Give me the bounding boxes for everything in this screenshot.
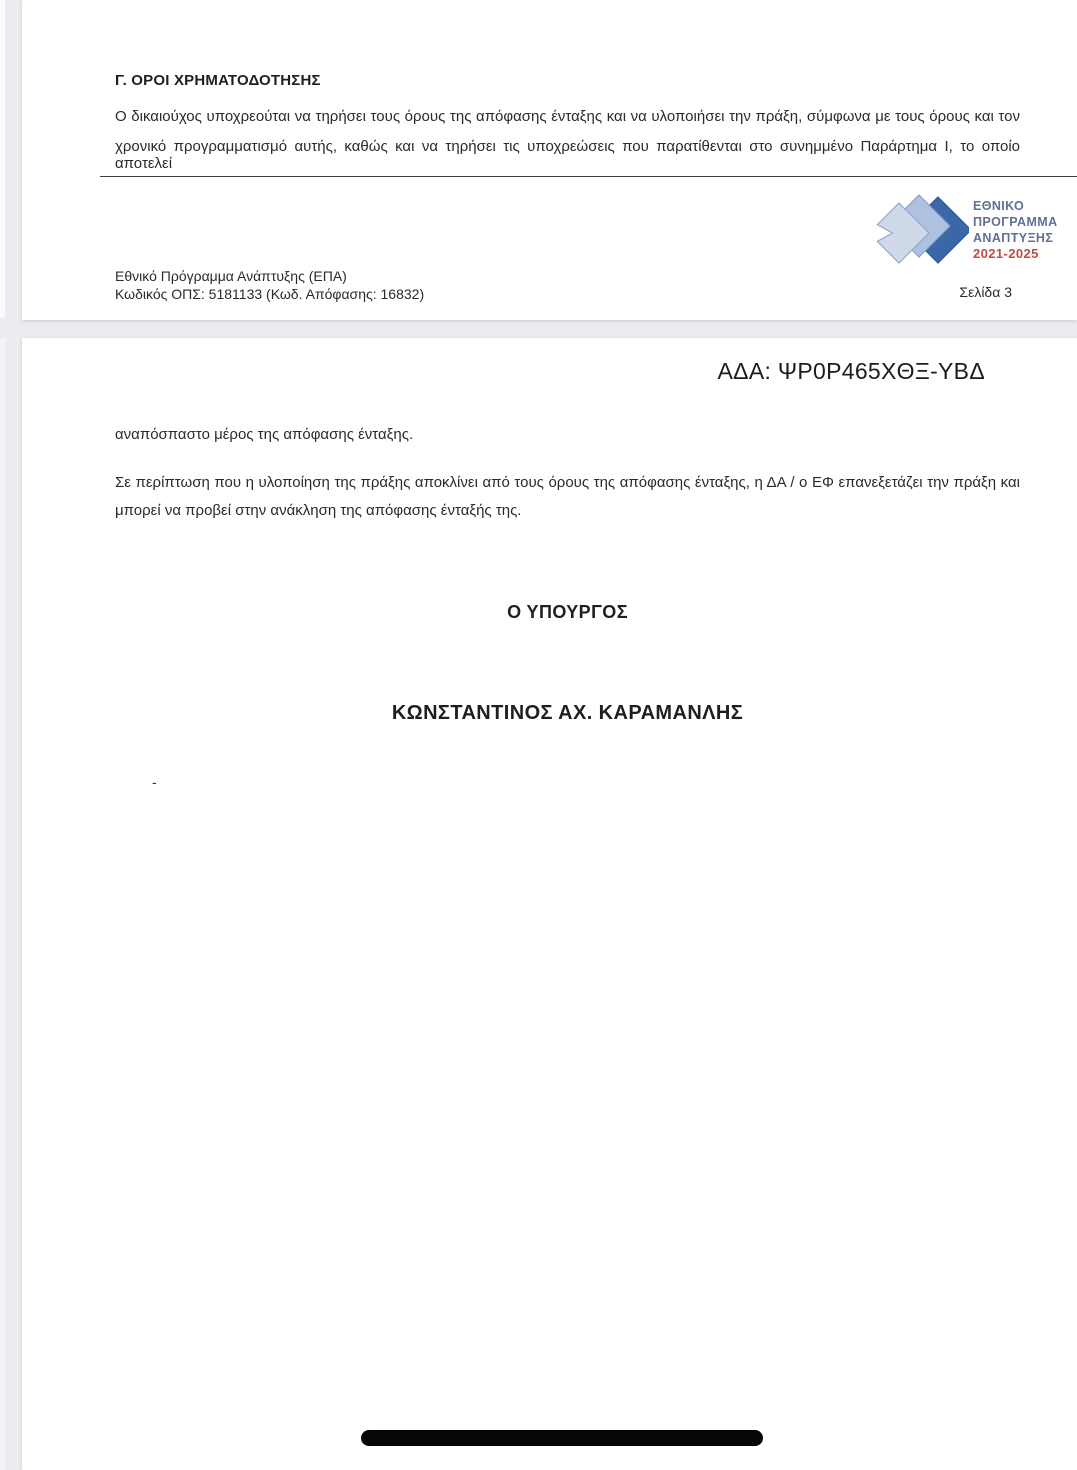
document-page-4 [22,338,1077,1470]
paragraph-line: Σε περίπτωση που η υλοποίηση της πράξης αποκλίνει από τους όρους της απόφασης ένταξης, η ΔΑ / ο ΕΦ επανεξετάζει την πράξη και [115,474,1020,491]
stray-dash-mark: - [152,774,157,790]
minister-name: ΚΩΝΣΤΑΝΤΙΝΟΣ ΑΧ. ΚΑΡΑΜΑΝΛΗΣ [391,702,744,724]
previous-page-edge-lower [0,338,5,1470]
footer-ops-code: Κωδικός ΟΠΣ: 5181133 (Κωδ. Απόφασης: 16832) [115,286,425,302]
logo-text [973,198,1058,262]
minister-title: Ο ΥΠΟΥΡΓΟΣ [507,602,628,622]
logo-arrows-icon [867,193,969,267]
logo-text-line: ΠΡΟΓΡΑΜΜΑ [973,215,1058,229]
footer-programme-name: Εθνικό Πρόγραμμα Ανάπτυξης (ΕΠΑ) [115,268,347,284]
previous-page-edge [0,0,5,318]
footer-separator-line [100,176,1077,177]
document-page-3 [22,0,1077,320]
ada-code: ΑΔΑ: ΨΡ0Ρ465ΧΘΞ-ΥΒΔ [717,358,985,384]
logo-text-line: ΕΘΝΙΚΟ [973,199,1025,213]
national-development-programme-logo [867,193,1059,267]
paragraph-line: χρονικό προγραμματισμό αυτής, καθώς και να τηρήσει τις υποχρεώσεις που παρατίθενται στο συνημμένο Παράρτημα Ι, το οποίο αποτελεί [115,138,1020,172]
paragraph-line: αναπόσπαστο μέρος της απόφασης ένταξης. [115,426,414,443]
logo-years: 2021-2025 [973,246,1039,261]
paragraph-line: Ο δικαιούχος υποχρεούται να τηρήσει τους όρους της απόφασης ένταξης και να υλοποιήσει την πράξη, σύμφωνα με τους όρους και τον [115,108,1020,125]
logo-text-line: ΑΝΑΠΤΥΞΗΣ [973,231,1054,245]
page-number: Σελίδα 3 [959,284,1012,300]
paragraph-line: μπορεί να προβεί στην ανάκληση της απόφασης ένταξής της. [115,502,522,519]
home-indicator-bar[interactable] [361,1430,763,1446]
section-heading: Γ. ΟΡΟΙ ΧΡΗΜΑΤΟΔΟΤΗΣΗΣ [115,72,321,89]
